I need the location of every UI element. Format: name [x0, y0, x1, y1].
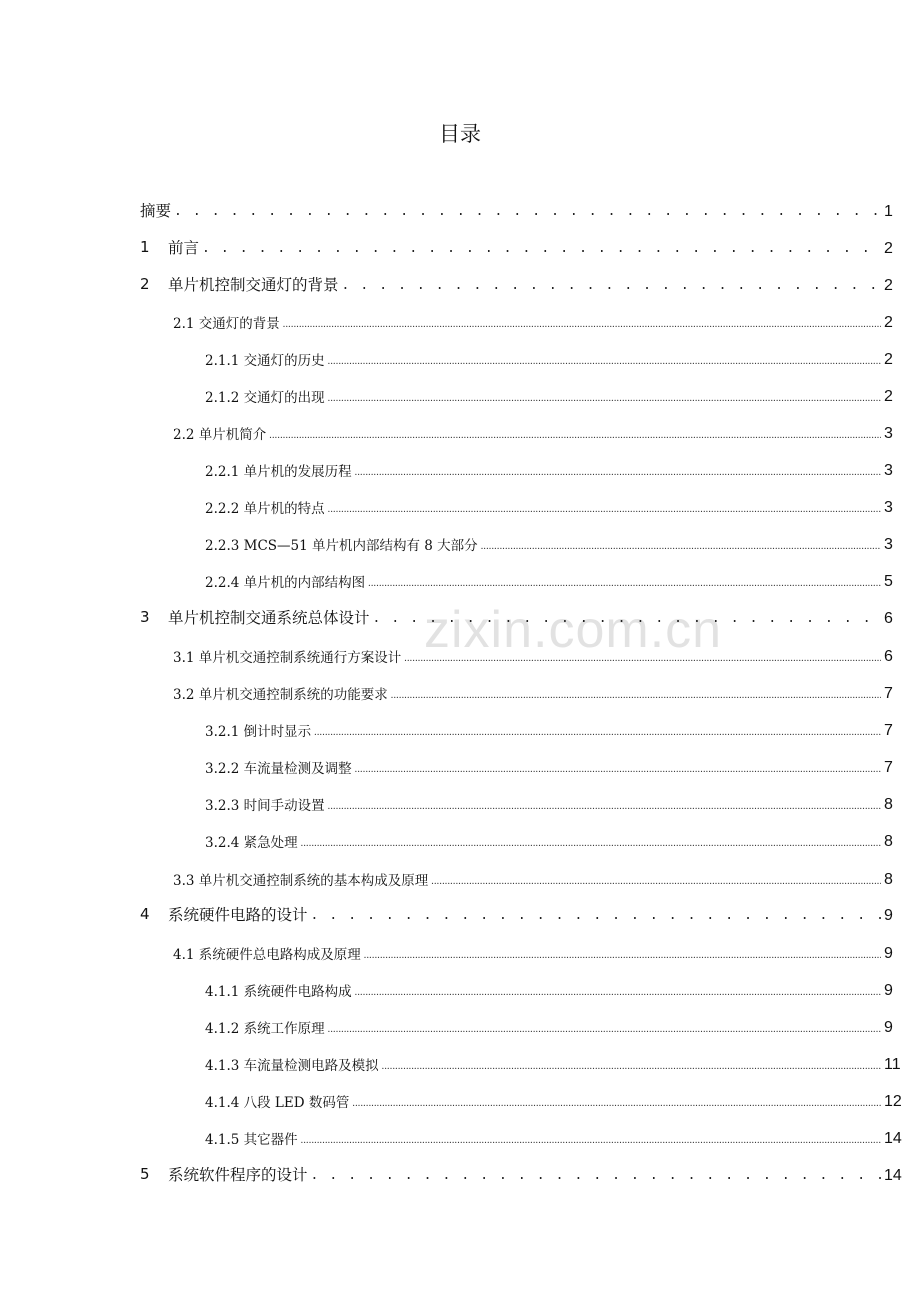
toc-title: 目录	[439, 122, 481, 146]
toc-entry-text: 2.1 交通灯的背景	[173, 316, 280, 332]
toc-entry-chapter-5[interactable]	[0, 1161, 920, 1185]
toc-leader-dots	[328, 384, 881, 404]
toc-leader-dots	[283, 310, 881, 330]
toc-entry-abstract[interactable]	[0, 197, 920, 221]
toc-entry-text: 3.2.1 倒计时显示	[205, 724, 312, 740]
toc-leader-dots	[368, 569, 881, 589]
toc-entry-subsection[interactable]	[0, 1087, 920, 1111]
toc-entry-text: 2.2.1 单片机的发展历程	[205, 464, 352, 480]
toc-leader-dots	[311, 1163, 881, 1183]
toc-entry-text: 4.1.2 系统工作原理	[205, 1021, 325, 1037]
toc-leader-dots	[328, 347, 881, 367]
toc-page-number: 9	[884, 982, 893, 999]
toc-page-number: 2	[884, 388, 893, 405]
toc-entry-text: 2.2.4 单片机的内部结构图	[205, 575, 366, 591]
toc-entry-chapter-4[interactable]	[0, 901, 920, 925]
toc-page-number: 9	[884, 1019, 893, 1036]
toc-leader-dots	[355, 978, 881, 998]
toc-page-number: 1	[884, 203, 893, 220]
toc-entry-subsection[interactable]	[0, 1050, 920, 1074]
toc-entry-text: 4.1.4 八段 LED 数码管	[205, 1095, 350, 1111]
toc-page-number: 2	[884, 351, 893, 368]
toc-page-number: 14	[884, 1130, 902, 1147]
toc-entry-text: 前言	[168, 239, 200, 257]
toc-entry-text: 4.1 系统硬件总电路构成及原理	[173, 947, 361, 963]
toc-page-number: 6	[884, 610, 893, 627]
toc-page-number: 6	[884, 648, 893, 665]
toc-entry-subsection[interactable]	[0, 790, 920, 814]
toc-entry-text: 摘要	[140, 202, 172, 220]
toc-leader-dots	[355, 458, 881, 478]
toc-page-number: 5	[884, 573, 893, 590]
toc-page-number: 8	[884, 833, 893, 850]
toc-chapter-number: 4	[140, 905, 150, 923]
toc-entry-text: 2.2 单片机简介	[173, 427, 267, 443]
toc-entry-text: 3.2.4 紧急处理	[205, 835, 298, 851]
toc-entry-text: 3.1 单片机交通控制系统通行方案设计	[173, 650, 402, 666]
toc-page-number: 2	[884, 314, 893, 331]
toc-entry-text: 单片机控制交通灯的背景	[168, 276, 339, 294]
toc-entry-text: 4.1.5 其它器件	[205, 1132, 298, 1148]
toc-page-number: 8	[884, 871, 893, 888]
toc-page-number: 7	[884, 722, 893, 739]
toc-entry-section[interactable]	[0, 679, 920, 703]
toc-entry-text: 系统软件程序的设计	[168, 1166, 308, 1184]
toc-entry-section[interactable]	[0, 308, 920, 332]
toc-chapter-number: 1	[140, 238, 150, 256]
toc-entry-section[interactable]	[0, 865, 920, 889]
toc-leader-dots	[481, 532, 881, 552]
toc-page-number: 7	[884, 685, 893, 702]
toc-entry-subsection[interactable]	[0, 1124, 920, 1148]
toc-leader-dots	[314, 718, 881, 738]
toc-page-number: 11	[884, 1056, 901, 1073]
toc-leader-dots	[382, 1052, 881, 1072]
toc-chapter-number: 2	[140, 275, 150, 293]
toc-leader-dots	[202, 236, 881, 256]
toc-entry-chapter-1[interactable]	[0, 234, 920, 258]
toc-entry-text: 4.1.3 车流量检测电路及模拟	[205, 1058, 379, 1074]
toc-entry-text: 2.1.1 交通灯的历史	[205, 353, 325, 369]
toc-page-number: 3	[884, 425, 893, 442]
toc-leader-dots	[342, 273, 881, 293]
toc-chapter-number: 5	[140, 1165, 150, 1183]
toc-entry-text: 3.2.2 车流量检测及调整	[205, 761, 352, 777]
toc-leader-dots	[364, 941, 881, 961]
toc-page-number: 7	[884, 759, 893, 776]
toc-entry-chapter-3[interactable]	[0, 604, 920, 628]
toc-page-number: 9	[884, 945, 893, 962]
toc-page-number: 3	[884, 462, 893, 479]
toc-entry-subsection[interactable]	[0, 827, 920, 851]
toc-leader-dots	[301, 829, 881, 849]
toc-entry-subsection[interactable]	[0, 345, 920, 369]
toc-page-number: 12	[884, 1093, 902, 1110]
toc-entry-text: 2.1.2 交通灯的出现	[205, 390, 325, 406]
toc-entry-text: 4.1.1 系统硬件电路构成	[205, 984, 352, 1000]
toc-leader-dots	[355, 755, 881, 775]
toc-leader-dots	[269, 421, 881, 441]
toc-page-number: 2	[884, 240, 893, 257]
toc-entry-subsection[interactable]	[0, 493, 920, 517]
toc-leader-dots	[431, 867, 881, 887]
toc-leader-dots	[373, 606, 881, 626]
toc-entry-text: 3.2.3 时间手动设置	[205, 798, 325, 814]
toc-chapter-number: 3	[140, 608, 150, 626]
toc-entry-section[interactable]	[0, 939, 920, 963]
toc-leader-dots	[328, 1015, 881, 1035]
toc-page-number: 3	[884, 536, 893, 553]
toc-entry-section[interactable]	[0, 642, 920, 666]
toc-entry-text: 3.2 单片机交通控制系统的功能要求	[173, 687, 388, 703]
toc-entry-section[interactable]	[0, 419, 920, 443]
toc-entry-subsection[interactable]	[0, 567, 920, 591]
toc-entry-subsection[interactable]	[0, 976, 920, 1000]
toc-leader-dots	[311, 903, 881, 923]
toc-leader-dots	[328, 792, 881, 812]
toc-page-number: 3	[884, 499, 893, 516]
toc-entry-subsection[interactable]	[0, 716, 920, 740]
watermark: zixin.com.cn	[424, 601, 723, 659]
toc-entry-text: 2.2.3 MCS—51 单片机内部结构有 8 大部分	[205, 538, 478, 554]
toc-page-number: 9	[884, 907, 893, 924]
toc-leader-dots	[352, 1089, 881, 1109]
toc-entry-subsection[interactable]	[0, 753, 920, 777]
toc-leader-dots	[301, 1126, 881, 1146]
toc-leader-dots	[328, 495, 881, 515]
toc-leader-dots	[391, 681, 881, 701]
toc-entry-subsection[interactable]	[0, 1013, 920, 1037]
toc-page-number: 2	[884, 277, 893, 294]
toc-leader-dots	[404, 644, 881, 664]
toc-entry-subsection[interactable]	[0, 382, 920, 406]
toc-leader-dots	[174, 199, 881, 219]
toc-page-number: 14	[884, 1167, 902, 1184]
toc-entry-text: 2.2.2 单片机的特点	[205, 501, 325, 517]
toc-entry-text: 3.3 单片机交通控制系统的基本构成及原理	[173, 873, 429, 889]
toc-entry-text: 单片机控制交通系统总体设计	[168, 609, 370, 627]
toc-page-number: 8	[884, 796, 893, 813]
toc-entry-chapter-2[interactable]	[0, 271, 920, 295]
toc-entry-subsection[interactable]	[0, 530, 920, 554]
toc-entry-subsection[interactable]	[0, 456, 920, 480]
toc-entry-text: 系统硬件电路的设计	[168, 906, 308, 924]
